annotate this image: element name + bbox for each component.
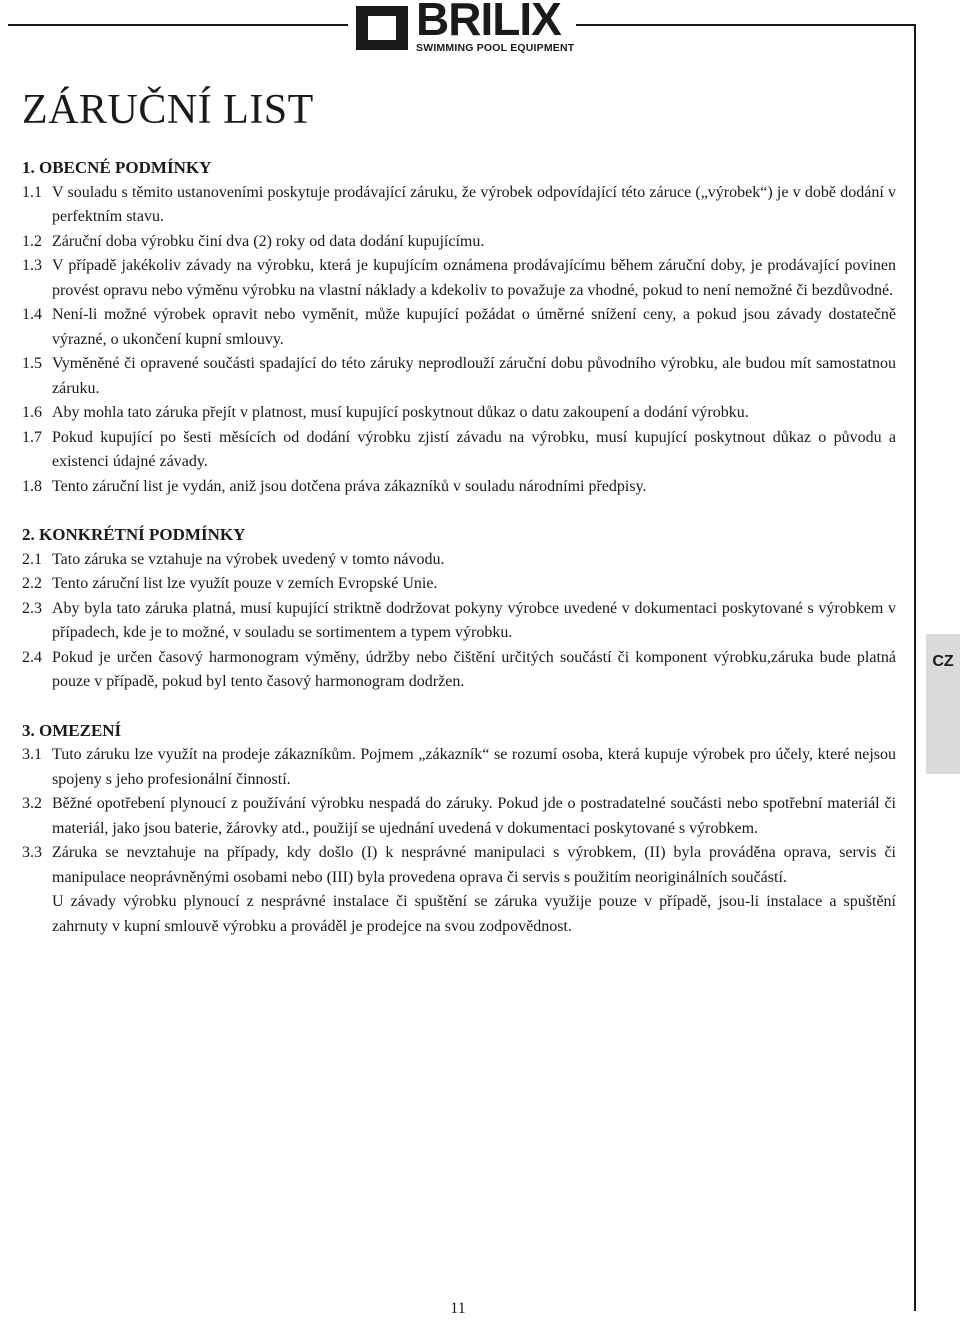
clause-number: 2.1 [22, 550, 42, 568]
brand-logo [348, 0, 576, 60]
logo-mark-icon [356, 6, 408, 50]
clause-text: Tato záruka se vztahuje na výrobek uvedený v tomto návodu. [52, 550, 445, 568]
clause-number: 3.2 [22, 795, 42, 812]
clause-text: Není-li možné výrobek opravit nebo vyměnit, může kupující požádat o úměrné snížení ceny, a pokud jsou závady dostatečně výrazné, o ukončení kupní smlouvy. [52, 306, 896, 348]
section-heading-general: 1. OBECNÉ PODMÍNKY [22, 158, 212, 177]
clause-number: 1.3 [22, 257, 42, 274]
clause-item [22, 792, 896, 841]
clause-item [22, 646, 896, 695]
clause-item [22, 743, 896, 792]
warranty-content [22, 156, 896, 939]
clause-number: 3.3 [22, 844, 42, 861]
clause-item [22, 597, 896, 646]
clause-item [22, 303, 896, 352]
clause-item [22, 401, 896, 426]
clause-text: Vyměněné či opravené součásti spadající do této záruky neprodlouží záruční dobu původního výrobku, ale budou mít samostatnou záruku. [52, 355, 896, 397]
clause-number: 2.3 [22, 599, 42, 617]
language-tab: CZ [926, 634, 960, 774]
clause-item [22, 254, 896, 303]
clause-text: Pokud je určen časový harmonogram výměny, údržby nebo čištění určitých součástí či komponent výrobku,záruka bude platná pouze v případě, pokud byl tento časový harmonogram dodržen. [52, 648, 896, 690]
clause-item [22, 426, 896, 475]
clause-text: Záruční doba výrobku činí dva (2) roky od data dodání kupujícímu. [52, 232, 485, 250]
page-number: 11 [450, 1300, 466, 1317]
clause-text: Tento záruční list lze využít pouze v zemích Evropské Unie. [52, 575, 438, 592]
clause-item [22, 572, 896, 597]
clause-item [22, 548, 896, 573]
clause-text: Tuto záruku lze využít na prodeje zákazníkům. Pojmem „zákazník“ se rozumí osoba, která kupuje výrobek pro účely, které nejsou spojeny s jeho profesionální činností. [52, 746, 896, 788]
clause-number: 1.1 [22, 183, 42, 201]
clause-item [22, 230, 896, 255]
clause-number: 1.8 [22, 477, 42, 495]
clause-text: Pokud kupující po šesti měsících od dodání výrobku zjistí závadu na výrobku, musí kupující poskytnout důkaz o původu a existenci údajné závady. [52, 428, 896, 470]
clause-text: Aby byla tato záruka platná, musí kupující striktně dodržovat pokyny výrobce uvedené v dokumentaci poskytované s výrobkem v případech, kde je to možné, v souladu se sortimentem a typem výrobku. [52, 599, 896, 641]
clause-number: 1.6 [22, 404, 42, 421]
clause-text: Běžné opotřebení plynoucí z používání výrobku nespadá do záruky. Pokud jde o postradatelné součásti nebo spotřební materiál či materiál, jako jsou baterie, žárovky atd., použijí se ujednání uvedená v dokumentaci poskytované s výrobkem. [52, 795, 896, 837]
clause-text: Záruka se nevztahuje na případy, kdy došlo (I) k nesprávné manipulaci s výrobkem, (II) byla prováděna oprava, servis či manipulace neoprávněnými osobami nebo (III) byla provedena oprava či servis s použitím neoriginálních součástí. [52, 844, 896, 886]
clause-text: Aby mohla tato záruka přejít v platnost, musí kupující poskytnout důkaz o datu zakoupení a dodání výrobku. [52, 404, 749, 421]
clause-number: 1.2 [22, 232, 42, 250]
clause-item [22, 841, 896, 890]
logo-tagline: SWIMMING POOL EQUIPMENT [416, 42, 575, 54]
clause-continuation: U závady výrobku plynoucí z nesprávné instalace či spuštění se záruka využije pouze v případě, jsou-li instalace a spuštění zahrnuty v kupní smlouvě výrobku a prováděl je prodejce na svou zodpovědnost. [52, 893, 896, 935]
clause-item [22, 475, 896, 500]
page-title: ZÁRUČNÍ LIST [22, 87, 314, 133]
clause-item [22, 181, 896, 230]
logo-wordmark: BRILIX [416, 0, 561, 45]
section-heading-specific: 2. KONKRÉTNÍ PODMÍNKY [22, 525, 246, 544]
clause-item [22, 352, 896, 401]
clause-text: Tento záruční list je vydán, aniž jsou dotčena práva zákazníků v souladu národními předpisy. [52, 477, 647, 495]
clause-number: 1.4 [22, 306, 42, 323]
clause-text: V případě jakékoliv závady na výrobku, která je kupujícím oznámena prodávajícímu během záruční doby, je prodávající povinen provést opravu nebo výměnu výrobku na vlastní náklady a kdekoliv to považuje za vhodné, pokud to není nemožné či bezdůvodné. [52, 257, 896, 299]
clause-text: V souladu s těmito ustanoveními poskytuje prodávající záruku, že výrobek odpovídající této záruce („výrobek“) je v době dodání v perfektním stavu. [52, 183, 896, 225]
section-heading-limitations: 3. OMEZENÍ [22, 720, 122, 740]
clause-number: 2.2 [22, 575, 42, 592]
clause-number: 3.1 [22, 746, 42, 763]
clause-number: 2.4 [22, 648, 42, 666]
clause-number: 1.7 [22, 428, 42, 446]
clause-number: 1.5 [22, 355, 42, 372]
